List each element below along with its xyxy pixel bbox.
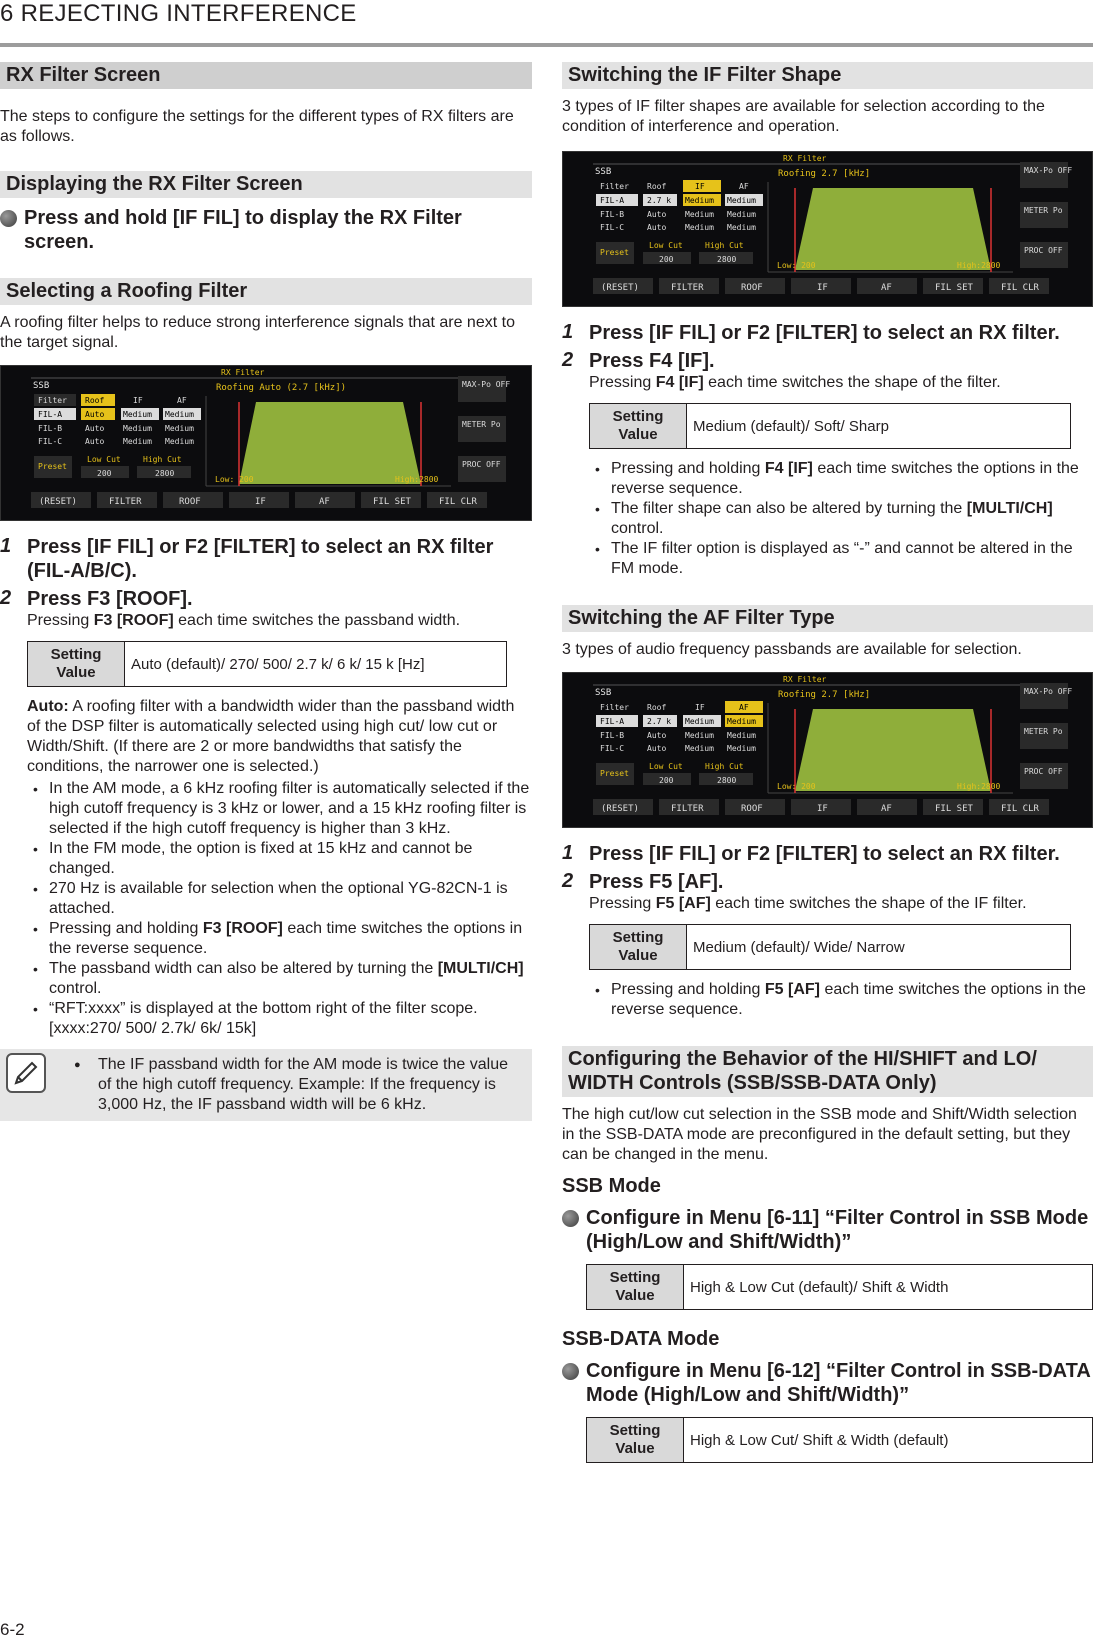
pencil-icon — [6, 1053, 46, 1093]
softkey-4: IF — [817, 804, 828, 814]
screen-info: Roofing 2.7 [kHz] — [778, 690, 871, 700]
rx-filter-screenshot-af — [562, 672, 1093, 828]
screen-info: Roofing Auto (2.7 [kHz]) — [216, 383, 347, 393]
ssb-data-instruction — [562, 1359, 1093, 1407]
step-number: 2 — [562, 349, 574, 371]
list-item: • The passband width can also be altered by turning the [MULTI/CH] control. — [27, 959, 532, 999]
side-key-3: PROC OFF — [1024, 246, 1063, 255]
list-item: • Pressing and holding F5 [AF] each time switches the options in the reverse sequence. — [589, 980, 1093, 1020]
row-a-af: Medium — [165, 410, 194, 419]
side-key-3: PROC OFF — [462, 460, 501, 469]
row-a-af: Medium — [727, 717, 756, 726]
col-roof: Roof — [85, 396, 105, 405]
col-filter: Filter — [38, 396, 67, 405]
list-item: • In the AM mode, a 6 kHz roofing filter is automatically selected if the high cutoff frequency is 3 kHz or lower, and a 15 kHz roofing filter is selected if the high cutoff frequency is higher than 3 kHz. — [27, 779, 532, 839]
highcut-value: 2800 — [717, 255, 737, 264]
setting-value: Medium (default)/ Wide/ Narrow — [687, 925, 1071, 970]
row-a-filter: FIL-A — [600, 196, 625, 205]
softkey-6: FIL SET — [935, 804, 973, 814]
softkey-1: (RESET) — [39, 497, 77, 507]
af-step-2 — [562, 870, 1093, 1020]
row-b-af: Medium — [727, 731, 756, 740]
col-if: IF — [695, 703, 705, 712]
screen-mode: SSB — [33, 381, 50, 391]
row-c-if: Medium — [123, 437, 152, 446]
step-number: 1 — [562, 321, 574, 343]
side-key-2: METER Po — [462, 420, 501, 429]
lowcut-label: Low Cut — [87, 455, 121, 464]
row-a-roof: Auto — [85, 410, 105, 419]
scope-low: Low: 200 — [777, 261, 816, 270]
screen-title: RX Filter — [783, 675, 827, 684]
row-c-roof: Auto — [647, 223, 667, 232]
screen-title: RX Filter — [783, 154, 827, 163]
subsection-display: Displaying the RX Filter Screen — [0, 171, 532, 198]
side-key-2: METER Po — [1024, 206, 1063, 215]
softkey-1: (RESET) — [601, 804, 639, 814]
softkey-3: ROOF — [741, 804, 763, 814]
af-bullet-list — [589, 980, 1093, 1020]
subsection-roofing: Selecting a Roofing Filter — [0, 278, 532, 305]
right-column — [562, 62, 1093, 1473]
if-bullet-list — [589, 459, 1093, 579]
softkey-5: AF — [881, 804, 892, 814]
softkey-3: ROOF — [179, 497, 201, 507]
highcut-value: 2800 — [717, 776, 737, 785]
row-c-if: Medium — [685, 744, 714, 753]
softkey-2: FILTER — [109, 497, 142, 507]
row-b-if: Medium — [685, 731, 714, 740]
list-item: • The IF filter option is displayed as “-” and cannot be altered in the FM mode. — [589, 539, 1093, 579]
row-a-if: Medium — [685, 196, 714, 205]
roofing-bullet-list — [27, 779, 532, 1039]
side-key-2: METER Po — [1024, 727, 1063, 736]
roofing-step-1 — [0, 535, 532, 583]
setting-label: Setting Value — [590, 925, 687, 970]
scope-high: High:2800 — [395, 475, 439, 484]
row-b-if: Medium — [685, 210, 714, 219]
setting-table-roofing — [27, 641, 507, 687]
ssb-instruction — [562, 1206, 1093, 1254]
row-a-filter: FIL-A — [600, 717, 625, 726]
lowcut-value: 200 — [659, 255, 674, 264]
ssb-data-mode-title: SSB-DATA Mode — [562, 1328, 720, 1350]
scope-low: Low: 200 — [215, 475, 254, 484]
if-step-2 — [562, 349, 1093, 579]
display-instruction — [0, 206, 532, 254]
row-a-filter: FIL-A — [38, 410, 63, 419]
if-shape-intro: 3 types of IF filter shapes are available for selection according to the condition of interference and operation. — [562, 98, 1045, 135]
screen-mode: SSB — [595, 167, 612, 177]
step-number: 2 — [0, 587, 12, 609]
setting-label: Setting Value — [587, 1265, 684, 1310]
screen-info: Roofing 2.7 [kHz] — [778, 169, 871, 179]
row-a-roof: 2.7 k — [647, 196, 672, 205]
step-text: Press [IF FIL] or F2 [FILTER] to select an RX filter. — [589, 843, 1060, 865]
list-item: • Pressing and holding F3 [ROOF] each time switches the options in the reverse sequence. — [27, 919, 532, 959]
step-text: Press F5 [AF]. — [589, 871, 724, 893]
row-b-if: Medium — [123, 424, 152, 433]
display-instruction-text: Press and hold [IF FIL] to display the RX Filter screen. — [24, 207, 462, 253]
roofing-intro: A roofing filter helps to reduce strong interference signals that are next to the target signal. — [0, 314, 515, 351]
col-if: IF — [695, 182, 705, 191]
softkey-5: AF — [881, 283, 892, 293]
row-c-af: Medium — [165, 437, 194, 446]
row-b-filter: FIL-B — [38, 424, 63, 433]
step-text: Press F4 [IF]. — [589, 350, 715, 372]
row-c-af: Medium — [727, 223, 756, 232]
softkey-6: FIL SET — [373, 497, 411, 507]
preset-label: Preset — [600, 248, 629, 257]
row-a-if: Medium — [685, 717, 714, 726]
row-c-filter: FIL-C — [600, 744, 625, 753]
list-item: • The filter shape can also be altered by turning the [MULTI/CH] control. — [589, 499, 1093, 539]
row-a-af: Medium — [727, 196, 756, 205]
softkey-2: FILTER — [671, 804, 704, 814]
row-a-if: Medium — [123, 410, 152, 419]
list-item: • 270 Hz is available for selection when the optional YG-82CN-1 is attached. — [27, 879, 532, 919]
setting-value: High & Low Cut/ Shift & Width (default) — [684, 1418, 1093, 1463]
ssb-mode-title: SSB Mode — [562, 1175, 661, 1197]
screen-graphic — [1, 366, 531, 520]
rx-filter-screenshot-if — [562, 151, 1093, 307]
subsection-behavior: Configuring the Behavior of the HI/SHIFT and LO/ WIDTH Controls (SSB/SSB-DATA Only) — [562, 1046, 1093, 1097]
row-c-filter: FIL-C — [38, 437, 63, 446]
step-number: 1 — [0, 535, 12, 557]
page-header: 6 REJECTING INTERFERENCE — [0, 0, 357, 27]
side-key-1: MAX-Po OFF — [462, 380, 511, 389]
screen-graphic — [563, 152, 1092, 306]
softkey-6: FIL SET — [935, 283, 973, 293]
ssb-data-instruction-text: Configure in Menu [6-12] “Filter Control in SSB-DATA Mode (High/Low and Shift/Width)” — [586, 1360, 1091, 1406]
list-item: • In the FM mode, the option is fixed at 15 kHz and cannot be changed. — [27, 839, 532, 879]
list-item: • Pressing and holding F4 [IF] each time switches the options in the reverse sequence. — [589, 459, 1093, 499]
subsection-af-type: Switching the AF Filter Type — [562, 605, 1093, 632]
setting-value: Auto (default)/ 270/ 500/ 2.7 k/ 6 k/ 15 k [Hz] — [125, 642, 507, 687]
row-c-filter: FIL-C — [600, 223, 625, 232]
col-filter: Filter — [600, 703, 629, 712]
row-c-roof: Auto — [647, 744, 667, 753]
col-roof: Roof — [647, 703, 667, 712]
step-text: Press [IF FIL] or F2 [FILTER] to select an RX filter (FIL-A/B/C). — [27, 536, 494, 582]
setting-value: High & Low Cut (default)/ Shift & Width — [684, 1265, 1093, 1310]
intro-text: The steps to configure the settings for the different types of RX filters are as follows. — [0, 108, 514, 145]
af-type-intro: 3 types of audio frequency passbands are available for selection. — [562, 641, 1022, 658]
section-title-rx-filter: RX Filter Screen — [0, 62, 532, 89]
preset-label: Preset — [600, 769, 629, 778]
softkey-1: (RESET) — [601, 283, 639, 293]
col-roof: Roof — [647, 182, 667, 191]
col-af: AF — [739, 703, 749, 712]
note-box — [0, 1049, 532, 1121]
softkey-4: IF — [817, 283, 828, 293]
if-step-1 — [562, 321, 1093, 345]
side-key-3: PROC OFF — [1024, 767, 1063, 776]
softkey-4: IF — [255, 497, 266, 507]
behavior-intro: The high cut/low cut selection in the SSB mode and Shift/Width selection in the SSB-DATA mode are preconfigured in the default setting, but they can be changed in the menu. — [562, 1106, 1077, 1163]
step-sub: Pressing F3 [ROOF] each time switches the passband width. — [27, 612, 461, 629]
softkey-7: FIL CLR — [1001, 283, 1039, 293]
lowcut-value: 200 — [97, 469, 112, 478]
step-number: 2 — [562, 870, 574, 892]
col-af: AF — [177, 396, 187, 405]
auto-explanation: Auto: A roofing filter with a bandwidth wider than the passband width of the DSP filter is automatically selected using high cut/ low cut or Width/Shift. (If there are 2 or more bandwidths that satisfy the conditions, the narrower one is selected.) — [27, 698, 515, 775]
row-a-roof: 2.7 k — [647, 717, 672, 726]
step-sub: Pressing F5 [AF] each time switches the shape of the IF filter. — [589, 895, 1027, 912]
setting-label: Setting Value — [590, 404, 687, 449]
row-b-roof: Auto — [647, 210, 667, 219]
row-c-af: Medium — [727, 744, 756, 753]
side-key-1: MAX-Po OFF — [1024, 166, 1073, 175]
softkey-7: FIL CLR — [439, 497, 477, 507]
ssb-instruction-text: Configure in Menu [6-11] “Filter Control in SSB Mode (High/Low and Shift/Width)” — [586, 1207, 1089, 1253]
af-step-1 — [562, 842, 1093, 866]
softkey-2: FILTER — [671, 283, 704, 293]
lowcut-value: 200 — [659, 776, 674, 785]
scope-high: High:2800 — [957, 782, 1001, 791]
screen-title: RX Filter — [221, 368, 265, 377]
softkey-5: AF — [319, 497, 330, 507]
scope-low: Low: 200 — [777, 782, 816, 791]
side-key-1: MAX-Po OFF — [1024, 687, 1073, 696]
note-text: ● The IF passband width for the AM mode is twice the value of the high cutoff frequency. Example: If the frequency is 3,000 Hz, the IF passband width will be 6 kHz. — [74, 1055, 524, 1115]
setting-label: Setting Value — [28, 642, 125, 687]
preset-label: Preset — [38, 462, 67, 471]
step-text: Press F3 [ROOF]. — [27, 588, 193, 610]
row-b-af: Medium — [727, 210, 756, 219]
col-if: IF — [133, 396, 143, 405]
screen-mode: SSB — [595, 688, 612, 698]
rx-filter-screenshot-roofing — [0, 365, 532, 521]
setting-table-ssb — [586, 1264, 1093, 1310]
highcut-label: High Cut — [143, 455, 182, 464]
softkey-7: FIL CLR — [1001, 804, 1039, 814]
bullet-dot-icon — [562, 1363, 579, 1380]
row-b-roof: Auto — [647, 731, 667, 740]
row-b-af: Medium — [165, 424, 194, 433]
bullet-dot-icon — [562, 1210, 579, 1227]
header-rule — [0, 43, 1093, 47]
highcut-label: High Cut — [705, 241, 744, 250]
row-c-if: Medium — [685, 223, 714, 232]
row-b-filter: FIL-B — [600, 210, 625, 219]
passband-shape — [239, 402, 421, 484]
row-b-filter: FIL-B — [600, 731, 625, 740]
setting-table-if — [589, 403, 1071, 449]
left-column — [0, 62, 532, 1121]
scope-high: High:2800 — [957, 261, 1001, 270]
softkey-3: ROOF — [741, 283, 763, 293]
roofing-step-2 — [0, 587, 532, 1039]
passband-shape — [795, 709, 991, 791]
highcut-value: 2800 — [155, 469, 175, 478]
row-b-roof: Auto — [85, 424, 105, 433]
subsection-if-shape: Switching the IF Filter Shape — [562, 62, 1093, 89]
step-text: Press [IF FIL] or F2 [FILTER] to select an RX filter. — [589, 322, 1060, 344]
col-af: AF — [739, 182, 749, 191]
lowcut-label: Low Cut — [649, 241, 683, 250]
col-filter: Filter — [600, 182, 629, 191]
bullet-dot-icon — [0, 210, 17, 227]
passband-shape — [795, 188, 991, 270]
list-item: • “RFT:xxxx” is displayed at the bottom right of the filter scope. [xxxx:270/ 500/ 2.7k/ 6k/ 15k] — [27, 999, 532, 1039]
step-sub: Pressing F4 [IF] each time switches the shape of the filter. — [589, 374, 1001, 391]
lowcut-label: Low Cut — [649, 762, 683, 771]
step-number: 1 — [562, 842, 574, 864]
page-number: 6-2 — [0, 1620, 25, 1639]
highcut-label: High Cut — [705, 762, 744, 771]
row-c-roof: Auto — [85, 437, 105, 446]
setting-table-af — [589, 924, 1071, 970]
setting-table-ssb-data — [586, 1417, 1093, 1463]
setting-label: Setting Value — [587, 1418, 684, 1463]
screen-graphic — [563, 673, 1092, 827]
setting-value: Medium (default)/ Soft/ Sharp — [687, 404, 1071, 449]
